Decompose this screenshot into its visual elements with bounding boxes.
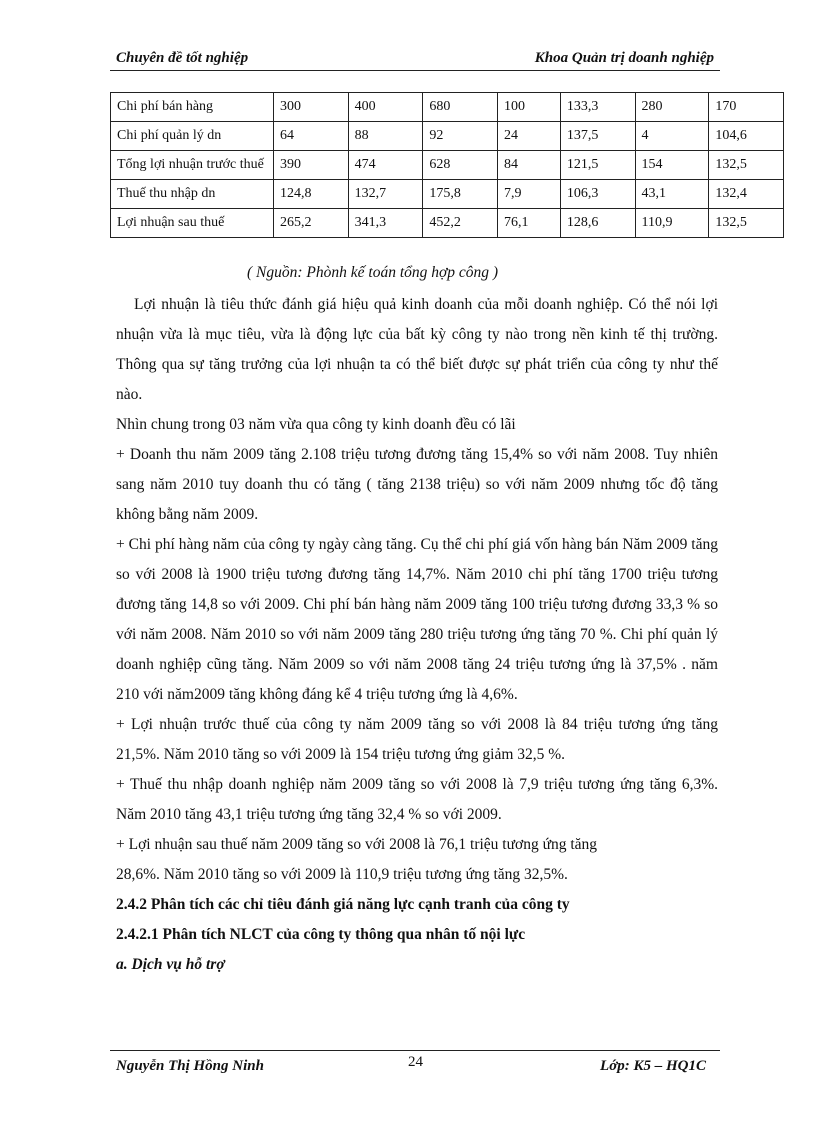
table-cell: Thuế thu nhập dn <box>111 180 274 209</box>
table-cell: 300 <box>274 93 349 122</box>
footer-class: Lớp: K5 – HQ1C <box>600 1058 706 1074</box>
table-cell: 88 <box>348 122 423 151</box>
section-heading: 2.4.2 Phân tích các chỉ tiêu đánh giá năng lực cạnh tranh của công ty <box>116 896 570 913</box>
table-cell: 121,5 <box>560 151 635 180</box>
paragraph: + Thuế thu nhập doanh nghiệp năm 2009 tăng so với 2008 là 7,9 triệu tương ứng tăng 6,3%. Năm 2010 tăng 43,1 triệu tương ứng tăng 32,4 % so với 2009. <box>116 776 718 823</box>
table-cell: 84 <box>497 151 560 180</box>
table-cell: 4 <box>635 122 709 151</box>
table-cell: 7,9 <box>497 180 560 209</box>
paragraph: + Doanh thu năm 2009 tăng 2.108 triệu tương đương tăng 15,4% so với năm 2008. Tuy nhiên sang năm 2010 tuy doanh thu có tăng ( tăng 2138 triệu) so với năm 2009 nhưng tốc độ tăng không bằng năm 2009. <box>116 446 718 523</box>
table-cell: 132,5 <box>709 209 784 238</box>
table-source-caption: ( Nguồn: Phònh kế toán tổng hợp công ) <box>247 264 499 281</box>
paragraph: Nhìn chung trong 03 năm vừa qua công ty kinh doanh đều có lãi <box>116 416 516 433</box>
table-cell: Tổng lợi nhuận trước thuế <box>111 151 274 180</box>
table-row <box>111 122 784 151</box>
table-cell: 452,2 <box>423 209 498 238</box>
body-text <box>116 290 718 980</box>
subsubsection-heading: a. Dịch vụ hỗ trợ <box>116 956 225 973</box>
table-cell: 43,1 <box>635 180 709 209</box>
table-cell: 64 <box>274 122 349 151</box>
table-row <box>111 180 784 209</box>
table-cell: 104,6 <box>709 122 784 151</box>
table-cell: 132,4 <box>709 180 784 209</box>
table-cell: 265,2 <box>274 209 349 238</box>
table-row <box>111 93 784 122</box>
page-number: 24 <box>408 1054 423 1070</box>
table-cell: 76,1 <box>497 209 560 238</box>
table-cell: 132,7 <box>348 180 423 209</box>
table-cell: Lợi nhuận sau thuế <box>111 209 274 238</box>
paragraph: + Lợi nhuận sau thuế năm 2009 tăng so với 2008 là 76,1 triệu tương ứng tăng <box>116 836 598 853</box>
paragraph: 28,6%. Năm 2010 tăng so với 2009 là 110,9 triệu tương ứng tăng 32,5%. <box>116 866 568 883</box>
paragraph: + Lợi nhuận trước thuế của công ty năm 2009 tăng so với 2008 là 84 triệu tương ứng tăng 21,5%. Năm 2010 tăng so với 2009 là 154 triệu tương ứng giảm 32,5 %. <box>116 716 718 763</box>
table-cell: 175,8 <box>423 180 498 209</box>
header-right: Khoa Quản trị doanh nghiệp <box>534 50 714 66</box>
table-cell: 154 <box>635 151 709 180</box>
table-cell: 680 <box>423 93 498 122</box>
table-cell: 628 <box>423 151 498 180</box>
table-cell: 400 <box>348 93 423 122</box>
financial-table <box>110 92 784 238</box>
table-cell: Chi phí quản lý dn <box>111 122 274 151</box>
footer-divider <box>110 1050 720 1051</box>
table-cell: 170 <box>709 93 784 122</box>
page-footer <box>110 1054 720 1078</box>
page-header <box>110 48 720 71</box>
table-cell: 124,8 <box>274 180 349 209</box>
table-cell: 390 <box>274 151 349 180</box>
table-cell: 100 <box>497 93 560 122</box>
paragraph: + Chi phí hàng năm của công ty ngày càng tăng. Cụ thể chi phí giá vốn hàng bán Năm 2009 tăng so với 2008 là 1900 triệu tương đương tăng 14,7%. Năm 2010 chi phí tăng 1700 triệu tương đương tăng 14,8 so với 2009. Chi phí bán hàng năm 2009 tăng 100 triệu tương đương 33,3 % so với năm 2008. Năm 2010 so với năm 2009 tăng 280 triệu tương ứng tăng 70 %. Chi phí quản lý doanh nghiệp cũng tăng. Năm 2009 so với năm 2008 tăng 24 triệu tương ứng là 37,5% . năm 210 với năm2009 tăng không đáng kể 4 triệu tương ứng là 4,6%. <box>116 536 718 703</box>
table-cell: 474 <box>348 151 423 180</box>
table-row <box>111 209 784 238</box>
table-cell: 24 <box>497 122 560 151</box>
table-cell: Chi phí bán hàng <box>111 93 274 122</box>
table-cell: 110,9 <box>635 209 709 238</box>
table-cell: 106,3 <box>560 180 635 209</box>
table-cell: 132,5 <box>709 151 784 180</box>
table-cell: 128,6 <box>560 209 635 238</box>
table-row <box>111 151 784 180</box>
subsection-heading: 2.4.2.1 Phân tích NLCT của công ty thông qua nhân tố nội lực <box>116 926 526 943</box>
header-left: Chuyên đề tốt nghiệp <box>116 50 249 66</box>
table-cell: 280 <box>635 93 709 122</box>
table-cell: 133,3 <box>560 93 635 122</box>
footer-author: Nguyễn Thị Hồng Ninh <box>116 1058 264 1074</box>
table-cell: 92 <box>423 122 498 151</box>
table-cell: 341,3 <box>348 209 423 238</box>
paragraph: Lợi nhuận là tiêu thức đánh giá hiệu quả kinh doanh của mỗi doanh nghiệp. Có thể nói lợi nhuận vừa là mục tiêu, vừa là động lực của bất kỳ công ty nào trong nền kinh tế thị trường. Thông qua sự tăng trưởng của lợi nhuận ta có thể biết được sự phát triển của công ty như thế nào. <box>116 296 718 403</box>
table-cell: 137,5 <box>560 122 635 151</box>
